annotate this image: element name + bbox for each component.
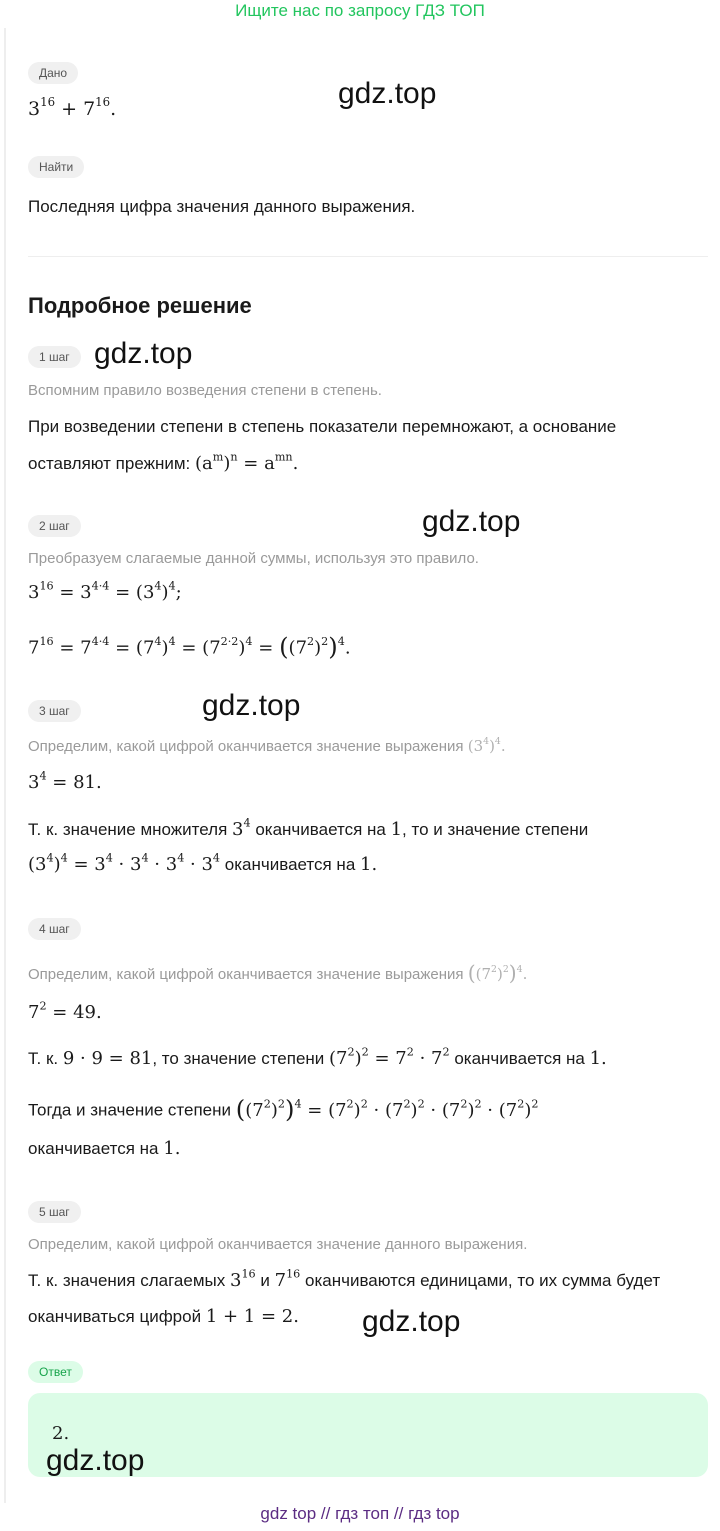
footer-links[interactable]: gdz top // гдз топ // гдз top [260,1504,460,1523]
step-4-text-a: Т. к. [28,1049,59,1068]
step-3-label: 3 шаг [28,700,81,722]
step-5-term-2: $7^{16}$ [274,1267,301,1291]
step-4-label: 4 шаг [28,918,81,940]
step-3-hint-text: Определим, какой цифрой оканчивается значение выражения [28,738,464,755]
step-5-label: 5 шаг [28,1201,81,1223]
watermark: gdz.top [46,1444,145,1477]
power-rule-formula: $(a^m)^n = a^{mn}$. [194,450,299,474]
step-4-text-2 [28,1094,539,1123]
step-3-text-2 [28,853,377,877]
step-4-digit: 1. [589,1048,607,1069]
step-3-text-c: , то и значение степени [402,820,589,839]
find-label: Найти [28,156,84,178]
watermark: gdz.top [338,77,437,110]
step-2-hint: Преобразуем слагаемые данной суммы, используя это правило. [28,550,479,567]
step-5-text-a: Т. к. значения слагаемых [28,1271,226,1290]
step-4-text-b: , то значение степени [152,1049,325,1068]
step-4-hint-text: Определим, какой цифрой оканчивается значение выражения [28,965,464,983]
given-label: Дано [28,62,78,84]
step-3-hint [28,737,506,755]
solution-title: Подробное решение [28,293,252,318]
answer-value: 2. [52,1423,70,1444]
step-3-hint-expr: $(3^4)^4$. [467,736,506,755]
step-4-hint [28,961,527,985]
step-4-formula: $7^2 = 49$. [28,999,102,1023]
step-1-text-2-label: оставляют прежним: [28,454,191,473]
step-4-power: $(7^2)^2 = 7^2 \cdot 7^2$ [329,1045,450,1069]
divider [28,256,708,257]
step-5-text-c: оканчиваются единицами, то их сумма будет [305,1271,661,1290]
step-1-text: При возведении степени в степень показатели перемножают, а основание [28,417,617,436]
step-4-text-c: оканчивается на [454,1049,585,1068]
watermark: gdz.top [202,689,301,722]
step-4-text-2-label: Тогда и значение степени [28,1100,231,1120]
step-1-hint: Вспомним правило возведения степени в степень. [28,382,382,399]
step-3-text-b: оканчивается на [255,820,386,839]
step-2-label: 2 шаг [28,515,81,537]
step-4-expansion: $((7^2)^2)^4 = (7^2)^2 \cdot (7^2)^2 \cdot (7^2)^2 \cdot (7^2)^2$ [235,1094,539,1123]
step-4-text-3-label: оканчивается на [28,1139,159,1158]
step-5-text-2 [28,1305,299,1329]
step-3-text [28,818,588,842]
watermark: gdz.top [94,337,193,370]
step-5-text-2-label: оканчиваться цифрой [28,1307,202,1326]
step-3-text-2-label: оканчивается на [224,855,356,874]
step-3-digit-2: 1. [360,854,378,875]
search-banner: Ищите нас по запросу ГДЗ ТОП [235,1,485,20]
step-5-text [28,1269,660,1293]
answer-label: Ответ [28,1361,83,1383]
step-1-label: 1 шаг [28,346,81,368]
step-3-formula: $3^4 = 81$. [28,769,102,793]
step-3-text-a: Т. к. значение множителя [28,820,228,839]
step-4-text-3 [28,1137,180,1161]
step-4-digit-2: 1. [163,1138,181,1159]
step-5-hint: Определим, какой цифрой оканчивается значение данного выражения. [28,1236,528,1253]
watermark: gdz.top [362,1305,461,1338]
step-4-text [28,1047,607,1071]
step-2-formula-2: $7^{16} = 7^{4\cdot 4} = (7^4)^4 = (7^{2\cdot 2})^4 = ((7^2)^2)^4$. [28,632,351,661]
find-text: Последняя цифра значения данного выражения. [28,197,416,216]
given-expression: $3^{16} + 7^{16}$. [28,95,117,120]
step-2-formula-1: $3^{16} = 3^{4\cdot 4} = (3^4)^4$; [28,579,182,603]
step-5-term-1: $3^{16}$ [229,1267,256,1291]
step-5-sum: 1 + 1 = 2. [205,1306,299,1327]
step-1-text-2 [28,452,298,476]
step-5-text-b: и [260,1271,270,1290]
step-3-product: $(3^4)^4 = 3^4 \cdot 3^4 \cdot 3^4 \cdot 3^4$ [28,851,221,875]
step-3-factor: $3^4$ [232,816,251,840]
step-4-hint-expr: $((7^2)^2)^4$. [467,961,528,985]
left-border [4,28,6,1503]
watermark: gdz.top [422,505,521,538]
step-4-product: 9 · 9 = 81 [62,1048,153,1069]
step-3-digit: 1 [390,819,403,840]
